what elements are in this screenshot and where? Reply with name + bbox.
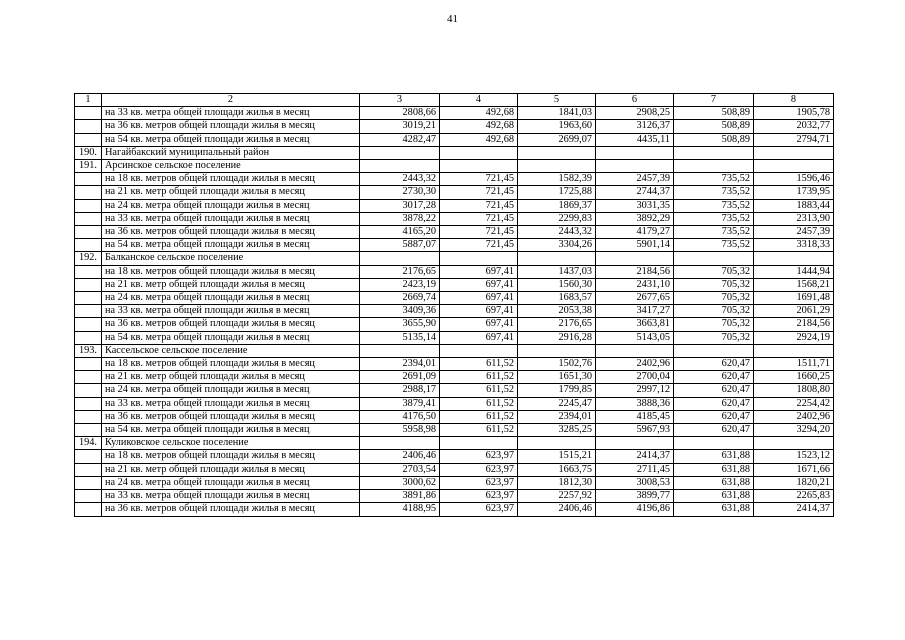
value-cell: 2176,65 (518, 318, 596, 331)
table-row (75, 305, 834, 318)
column-header: 8 (754, 94, 834, 107)
value-cell: 2053,38 (518, 305, 596, 318)
value-cell: 5901,14 (596, 239, 674, 252)
table-row (75, 212, 834, 225)
value-cell (360, 146, 440, 159)
value-cell: 620,47 (674, 397, 754, 410)
value-cell (360, 160, 440, 173)
value-cell: 611,52 (440, 397, 518, 410)
value-cell (596, 252, 674, 265)
row-number (75, 226, 102, 239)
value-cell (518, 160, 596, 173)
row-label: на 33 кв. метра общей площади жилья в месяц (102, 212, 360, 225)
value-cell: 705,32 (674, 265, 754, 278)
row-number (75, 490, 102, 503)
value-cell: 611,52 (440, 371, 518, 384)
table-row (75, 120, 834, 133)
value-cell: 697,41 (440, 265, 518, 278)
value-cell: 705,32 (674, 292, 754, 305)
value-cell: 721,45 (440, 239, 518, 252)
row-label: на 18 кв. метров общей площади жилья в месяц (102, 265, 360, 278)
value-cell: 3000,62 (360, 476, 440, 489)
value-cell (518, 437, 596, 450)
value-cell: 631,88 (674, 463, 754, 476)
value-cell (440, 146, 518, 159)
value-cell: 1683,57 (518, 292, 596, 305)
row-label: на 54 кв. метра общей площади жилья в месяц (102, 331, 360, 344)
value-cell: 1444,94 (754, 265, 834, 278)
value-cell: 3126,37 (596, 120, 674, 133)
value-cell (518, 344, 596, 357)
value-cell: 1523,12 (754, 450, 834, 463)
value-cell (360, 437, 440, 450)
value-cell: 5887,07 (360, 239, 440, 252)
value-cell: 3294,20 (754, 424, 834, 437)
row-number (75, 292, 102, 305)
value-cell (754, 160, 834, 173)
row-label: на 24 кв. метра общей площади жилья в месяц (102, 292, 360, 305)
value-cell: 623,97 (440, 503, 518, 516)
value-cell: 1568,21 (754, 278, 834, 291)
value-cell: 611,52 (440, 384, 518, 397)
row-label: Балканское сельское поселение (102, 252, 360, 265)
table-row (75, 239, 834, 252)
value-cell: 721,45 (440, 226, 518, 239)
value-cell: 5967,93 (596, 424, 674, 437)
value-cell: 705,32 (674, 331, 754, 344)
value-cell: 2414,37 (754, 503, 834, 516)
table-row (75, 199, 834, 212)
row-label: на 24 кв. метра общей площади жилья в месяц (102, 199, 360, 212)
row-label: на 54 кв. метра общей площади жилья в месяц (102, 133, 360, 146)
value-cell: 1560,30 (518, 278, 596, 291)
row-number: 191. (75, 160, 102, 173)
row-number (75, 331, 102, 344)
value-cell: 2176,65 (360, 265, 440, 278)
row-number (75, 239, 102, 252)
value-cell: 697,41 (440, 331, 518, 344)
row-label: на 18 кв. метров общей площади жилья в месяц (102, 358, 360, 371)
row-number: 190. (75, 146, 102, 159)
value-cell: 1663,75 (518, 463, 596, 476)
value-cell: 1671,66 (754, 463, 834, 476)
value-cell: 735,52 (674, 239, 754, 252)
table-row (75, 146, 834, 159)
row-number (75, 424, 102, 437)
row-label: Куликовское сельское поселение (102, 437, 360, 450)
value-cell: 5135,14 (360, 331, 440, 344)
value-cell: 4179,27 (596, 226, 674, 239)
row-number (75, 463, 102, 476)
row-label: на 36 кв. метров общей площади жилья в месяц (102, 410, 360, 423)
value-cell: 2431,10 (596, 278, 674, 291)
value-cell (674, 437, 754, 450)
value-cell: 1869,37 (518, 199, 596, 212)
value-cell: 1660,25 (754, 371, 834, 384)
table-row (75, 252, 834, 265)
value-cell: 620,47 (674, 410, 754, 423)
value-cell: 2443,32 (360, 173, 440, 186)
value-cell: 1841,03 (518, 107, 596, 120)
table-row (75, 278, 834, 291)
value-cell: 2988,17 (360, 384, 440, 397)
table-row (75, 410, 834, 423)
value-cell (674, 252, 754, 265)
row-number (75, 120, 102, 133)
column-header: 7 (674, 94, 754, 107)
value-cell (596, 160, 674, 173)
value-cell: 2443,32 (518, 226, 596, 239)
value-cell: 697,41 (440, 278, 518, 291)
value-cell: 2744,37 (596, 186, 674, 199)
row-label: на 21 кв. метр общей площади жилья в месяц (102, 278, 360, 291)
row-number (75, 212, 102, 225)
value-cell: 2414,37 (596, 450, 674, 463)
value-cell: 3409,36 (360, 305, 440, 318)
value-cell: 620,47 (674, 424, 754, 437)
value-cell: 3663,81 (596, 318, 674, 331)
table-row (75, 358, 834, 371)
value-cell: 2924,19 (754, 331, 834, 344)
value-cell: 620,47 (674, 384, 754, 397)
value-cell: 2265,83 (754, 490, 834, 503)
table-row (75, 226, 834, 239)
table-row (75, 450, 834, 463)
table-row (75, 503, 834, 516)
row-number (75, 186, 102, 199)
column-header: 4 (440, 94, 518, 107)
value-cell: 735,52 (674, 212, 754, 225)
value-cell: 623,97 (440, 463, 518, 476)
value-cell (754, 146, 834, 159)
value-cell: 3008,53 (596, 476, 674, 489)
value-cell (674, 160, 754, 173)
value-cell: 3017,28 (360, 199, 440, 212)
value-cell: 2184,56 (754, 318, 834, 331)
value-cell: 2669,74 (360, 292, 440, 305)
row-label: на 33 кв. метра общей площади жилья в месяц (102, 490, 360, 503)
row-label: Арсинское сельское поселение (102, 160, 360, 173)
page-number: 41 (447, 13, 458, 25)
row-label: на 54 кв. метра общей площади жилья в месяц (102, 424, 360, 437)
value-cell: 631,88 (674, 450, 754, 463)
value-cell: 2794,71 (754, 133, 834, 146)
value-cell: 508,89 (674, 133, 754, 146)
value-cell (754, 437, 834, 450)
row-label: на 33 кв. метра общей площади жилья в месяц (102, 397, 360, 410)
value-cell: 2402,96 (754, 410, 834, 423)
table-row (75, 463, 834, 476)
value-cell: 1799,85 (518, 384, 596, 397)
value-cell: 1651,30 (518, 371, 596, 384)
value-cell: 1582,39 (518, 173, 596, 186)
table-row (75, 424, 834, 437)
row-label: на 36 кв. метров общей площади жилья в месяц (102, 318, 360, 331)
value-cell: 508,89 (674, 120, 754, 133)
row-number: 194. (75, 437, 102, 450)
value-cell: 2457,39 (754, 226, 834, 239)
row-label: на 18 кв. метров общей площади жилья в месяц (102, 173, 360, 186)
row-number (75, 384, 102, 397)
table-row (75, 133, 834, 146)
value-cell: 735,52 (674, 199, 754, 212)
value-cell: 705,32 (674, 318, 754, 331)
value-cell: 631,88 (674, 503, 754, 516)
row-label: на 24 кв. метра общей площади жилья в месяц (102, 384, 360, 397)
table-row (75, 344, 834, 357)
row-number (75, 133, 102, 146)
value-cell: 705,32 (674, 278, 754, 291)
value-cell: 2254,42 (754, 397, 834, 410)
row-number (75, 199, 102, 212)
value-cell: 1437,03 (518, 265, 596, 278)
value-cell (440, 160, 518, 173)
column-header: 6 (596, 94, 674, 107)
value-cell: 2700,04 (596, 371, 674, 384)
row-number (75, 358, 102, 371)
value-cell: 2061,29 (754, 305, 834, 318)
value-cell: 2691,09 (360, 371, 440, 384)
table-header-row (75, 94, 834, 107)
value-cell: 697,41 (440, 305, 518, 318)
row-label: на 33 кв. метра общей площади жилья в месяц (102, 305, 360, 318)
value-cell: 697,41 (440, 292, 518, 305)
value-cell: 4176,50 (360, 410, 440, 423)
row-number (75, 397, 102, 410)
value-cell: 721,45 (440, 212, 518, 225)
value-cell: 2257,92 (518, 490, 596, 503)
value-cell: 1883,44 (754, 199, 834, 212)
value-cell (674, 344, 754, 357)
value-cell: 1725,88 (518, 186, 596, 199)
value-cell (360, 252, 440, 265)
table-row (75, 490, 834, 503)
table-row (75, 318, 834, 331)
value-cell: 2699,07 (518, 133, 596, 146)
value-cell: 3285,25 (518, 424, 596, 437)
value-cell (596, 437, 674, 450)
value-cell: 623,97 (440, 490, 518, 503)
table-row (75, 331, 834, 344)
value-cell: 492,68 (440, 107, 518, 120)
row-number (75, 173, 102, 186)
value-cell: 2394,01 (518, 410, 596, 423)
value-cell: 2677,65 (596, 292, 674, 305)
value-cell: 721,45 (440, 186, 518, 199)
value-cell (754, 252, 834, 265)
row-number (75, 265, 102, 278)
column-header: 1 (75, 94, 102, 107)
column-header: 3 (360, 94, 440, 107)
value-cell: 3655,90 (360, 318, 440, 331)
value-cell: 5143,05 (596, 331, 674, 344)
value-cell: 620,47 (674, 371, 754, 384)
value-cell (518, 146, 596, 159)
value-cell: 2406,46 (360, 450, 440, 463)
value-cell: 631,88 (674, 490, 754, 503)
value-cell: 1963,60 (518, 120, 596, 133)
value-cell: 1739,95 (754, 186, 834, 199)
value-cell: 2299,83 (518, 212, 596, 225)
row-number (75, 450, 102, 463)
value-cell: 623,97 (440, 476, 518, 489)
value-cell: 721,45 (440, 173, 518, 186)
row-label: на 36 кв. метров общей площади жилья в месяц (102, 503, 360, 516)
table-row (75, 173, 834, 186)
value-cell: 2916,28 (518, 331, 596, 344)
row-number: 193. (75, 344, 102, 357)
row-label: на 24 кв. метра общей площади жилья в месяц (102, 476, 360, 489)
table-row (75, 186, 834, 199)
table-row (75, 397, 834, 410)
row-label: на 36 кв. метров общей площади жилья в месяц (102, 120, 360, 133)
tariff-table (74, 93, 834, 517)
value-cell: 492,68 (440, 133, 518, 146)
value-cell: 3019,21 (360, 120, 440, 133)
row-label: на 54 кв. метра общей площади жилья в месяц (102, 239, 360, 252)
column-header: 2 (102, 94, 360, 107)
column-header: 5 (518, 94, 596, 107)
value-cell (440, 252, 518, 265)
table-row (75, 371, 834, 384)
value-cell: 611,52 (440, 424, 518, 437)
row-number (75, 476, 102, 489)
value-cell: 4196,86 (596, 503, 674, 516)
row-label: на 21 кв. метр общей площади жилья в месяц (102, 371, 360, 384)
value-cell: 1905,78 (754, 107, 834, 120)
row-label: на 18 кв. метров общей площади жилья в месяц (102, 450, 360, 463)
value-cell: 631,88 (674, 476, 754, 489)
value-cell: 623,97 (440, 450, 518, 463)
value-cell: 4188,95 (360, 503, 440, 516)
row-number (75, 503, 102, 516)
value-cell: 3304,26 (518, 239, 596, 252)
value-cell: 2457,39 (596, 173, 674, 186)
table-row (75, 384, 834, 397)
value-cell: 3318,33 (754, 239, 834, 252)
value-cell: 697,41 (440, 318, 518, 331)
value-cell: 735,52 (674, 186, 754, 199)
value-cell: 3891,86 (360, 490, 440, 503)
value-cell (518, 252, 596, 265)
value-cell: 5958,98 (360, 424, 440, 437)
value-cell (674, 146, 754, 159)
table-row (75, 265, 834, 278)
row-number (75, 371, 102, 384)
value-cell: 508,89 (674, 107, 754, 120)
row-number (75, 305, 102, 318)
row-label: на 33 кв. метра общей площади жилья в месяц (102, 107, 360, 120)
value-cell: 2406,46 (518, 503, 596, 516)
value-cell (754, 344, 834, 357)
row-label: на 21 кв. метр общей площади жилья в месяц (102, 186, 360, 199)
value-cell (596, 344, 674, 357)
value-cell: 2245,47 (518, 397, 596, 410)
row-number: 192. (75, 252, 102, 265)
value-cell: 2703,54 (360, 463, 440, 476)
value-cell: 1502,76 (518, 358, 596, 371)
value-cell: 2402,96 (596, 358, 674, 371)
row-label: Кассельское сельское поселение (102, 344, 360, 357)
value-cell: 1820,21 (754, 476, 834, 489)
value-cell: 721,45 (440, 199, 518, 212)
value-cell: 1691,48 (754, 292, 834, 305)
value-cell: 2711,45 (596, 463, 674, 476)
value-cell (440, 437, 518, 450)
table-row (75, 107, 834, 120)
value-cell: 3031,35 (596, 199, 674, 212)
table-row (75, 160, 834, 173)
row-number (75, 318, 102, 331)
table-row (75, 437, 834, 450)
row-number (75, 107, 102, 120)
value-cell: 3878,22 (360, 212, 440, 225)
row-number (75, 410, 102, 423)
value-cell (360, 344, 440, 357)
value-cell: 4165,20 (360, 226, 440, 239)
value-cell: 735,52 (674, 226, 754, 239)
value-cell: 2808,66 (360, 107, 440, 120)
value-cell: 1812,30 (518, 476, 596, 489)
row-label: Нагайбакский муниципальный район (102, 146, 360, 159)
value-cell: 620,47 (674, 358, 754, 371)
value-cell: 2313,90 (754, 212, 834, 225)
value-cell: 1596,46 (754, 173, 834, 186)
value-cell: 735,52 (674, 173, 754, 186)
value-cell: 1808,80 (754, 384, 834, 397)
value-cell: 2184,56 (596, 265, 674, 278)
value-cell: 3888,36 (596, 397, 674, 410)
value-cell: 1511,71 (754, 358, 834, 371)
value-cell: 2730,30 (360, 186, 440, 199)
table-row (75, 476, 834, 489)
value-cell (440, 344, 518, 357)
value-cell: 3899,77 (596, 490, 674, 503)
value-cell: 4282,47 (360, 133, 440, 146)
value-cell: 2423,19 (360, 278, 440, 291)
value-cell: 492,68 (440, 120, 518, 133)
value-cell: 1515,21 (518, 450, 596, 463)
table-row (75, 292, 834, 305)
value-cell (596, 146, 674, 159)
value-cell: 3879,41 (360, 397, 440, 410)
value-cell: 611,52 (440, 410, 518, 423)
value-cell: 4185,45 (596, 410, 674, 423)
value-cell: 705,32 (674, 305, 754, 318)
value-cell: 3417,27 (596, 305, 674, 318)
row-label: на 36 кв. метров общей площади жилья в месяц (102, 226, 360, 239)
row-label: на 21 кв. метр общей площади жилья в месяц (102, 463, 360, 476)
value-cell: 3892,29 (596, 212, 674, 225)
row-number (75, 278, 102, 291)
value-cell: 611,52 (440, 358, 518, 371)
value-cell: 2394,01 (360, 358, 440, 371)
value-cell: 2997,12 (596, 384, 674, 397)
value-cell: 2908,25 (596, 107, 674, 120)
value-cell: 4435,11 (596, 133, 674, 146)
value-cell: 2032,77 (754, 120, 834, 133)
